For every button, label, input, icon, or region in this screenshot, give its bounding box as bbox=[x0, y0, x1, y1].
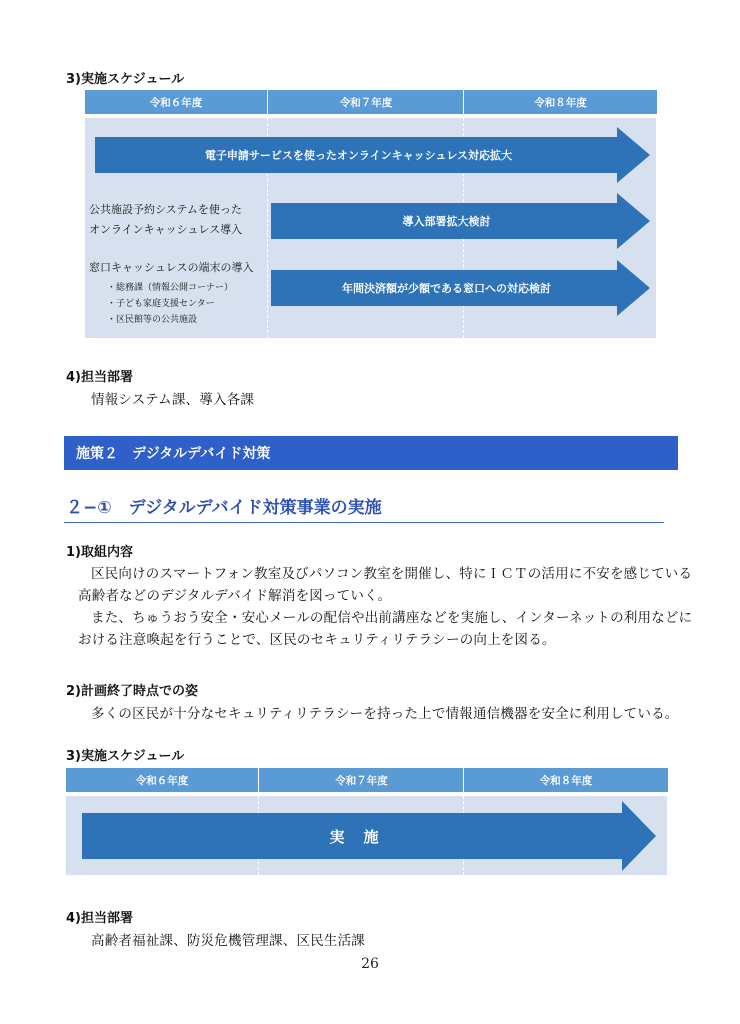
schedule-table-2 bbox=[66, 768, 667, 875]
arrow-b-label: 年間決済額が少額である窓口への対応検討 bbox=[342, 282, 551, 295]
arrow-a bbox=[271, 193, 650, 249]
year-header-r6: 令和６年度 bbox=[66, 768, 258, 792]
para2-line1: また、ちゅうおう安全・安心メールの配信や出前講座などを実施し、インターネットの利用などに bbox=[91, 610, 693, 626]
arrow-main-2-label: 実 施 bbox=[329, 827, 381, 846]
section-subtitle: ２−① デジタルデバイド対策事業の実施 bbox=[66, 498, 382, 518]
label-a-line1: 公共施設予約システムを使った bbox=[89, 203, 242, 216]
goal-text: 多くの区民が十分なセキュリティリテラシーを持った上で情報通信機器を安全に利用している。 bbox=[91, 706, 679, 722]
policy-banner: 施策２ デジタルデバイド対策 bbox=[64, 436, 678, 470]
label-a-line2: オンラインキャッシュレス導入 bbox=[89, 223, 243, 236]
year-header-r8: 令和８年度 bbox=[463, 768, 668, 792]
content-heading: 1)取組内容 bbox=[66, 545, 133, 560]
dept-heading-2: 4)担当部署 bbox=[66, 911, 133, 926]
year-header-r7: 令和７年度 bbox=[258, 768, 464, 792]
arrow-main-1 bbox=[95, 127, 650, 183]
subtitle-underline bbox=[64, 522, 664, 523]
arrow-main-2 bbox=[82, 801, 656, 871]
arrow-a-label: 導入部署拡大検討 bbox=[402, 215, 491, 228]
bullet-item: ・総務課（情報公開コーナー） bbox=[107, 283, 234, 293]
goal-heading: 2)計画終了時点での姿 bbox=[66, 684, 198, 699]
para2-line2: おける注意喚起を行うことで、区民のセキュリティリテラシーの向上を図る。 bbox=[78, 632, 556, 648]
para1-line1: 区民向けのスマートフォン教室及びパソコン教室を開催し、特にＩＣＴの活用に不安を感じている bbox=[91, 566, 693, 582]
arrow-b bbox=[271, 260, 650, 316]
year-header-r6: 令和６年度 bbox=[85, 90, 267, 114]
schedule-table-1 bbox=[85, 90, 656, 338]
label-b: 窓口キャッシュレスの端末の導入 bbox=[89, 261, 254, 274]
dept-text-1: 情報システム課、導入各課 bbox=[91, 392, 255, 408]
dept-heading-1: 4)担当部署 bbox=[66, 370, 133, 385]
page-number: 26 bbox=[361, 956, 379, 972]
arrow-main-1-label: 電子申請サービスを使ったオンラインキャッシュレス対応拡大 bbox=[204, 149, 513, 162]
schedule-heading-2: 3)実施スケジュール bbox=[66, 749, 185, 764]
bullet-item: ・子ども家庭支援センター bbox=[107, 299, 215, 309]
year-header-r7: 令和７年度 bbox=[267, 90, 464, 114]
bullet-item: ・区民館等の公共施設 bbox=[107, 315, 198, 325]
dept-text-2: 高齢者福祉課、防災危機管理課、区民生活課 bbox=[91, 933, 365, 949]
para1-line2: 高齢者などのデジタルデバイド解消を図っていく。 bbox=[78, 588, 392, 604]
schedule-heading-1: 3)実施スケジュール bbox=[66, 72, 185, 87]
year-header-r8: 令和８年度 bbox=[463, 90, 657, 114]
